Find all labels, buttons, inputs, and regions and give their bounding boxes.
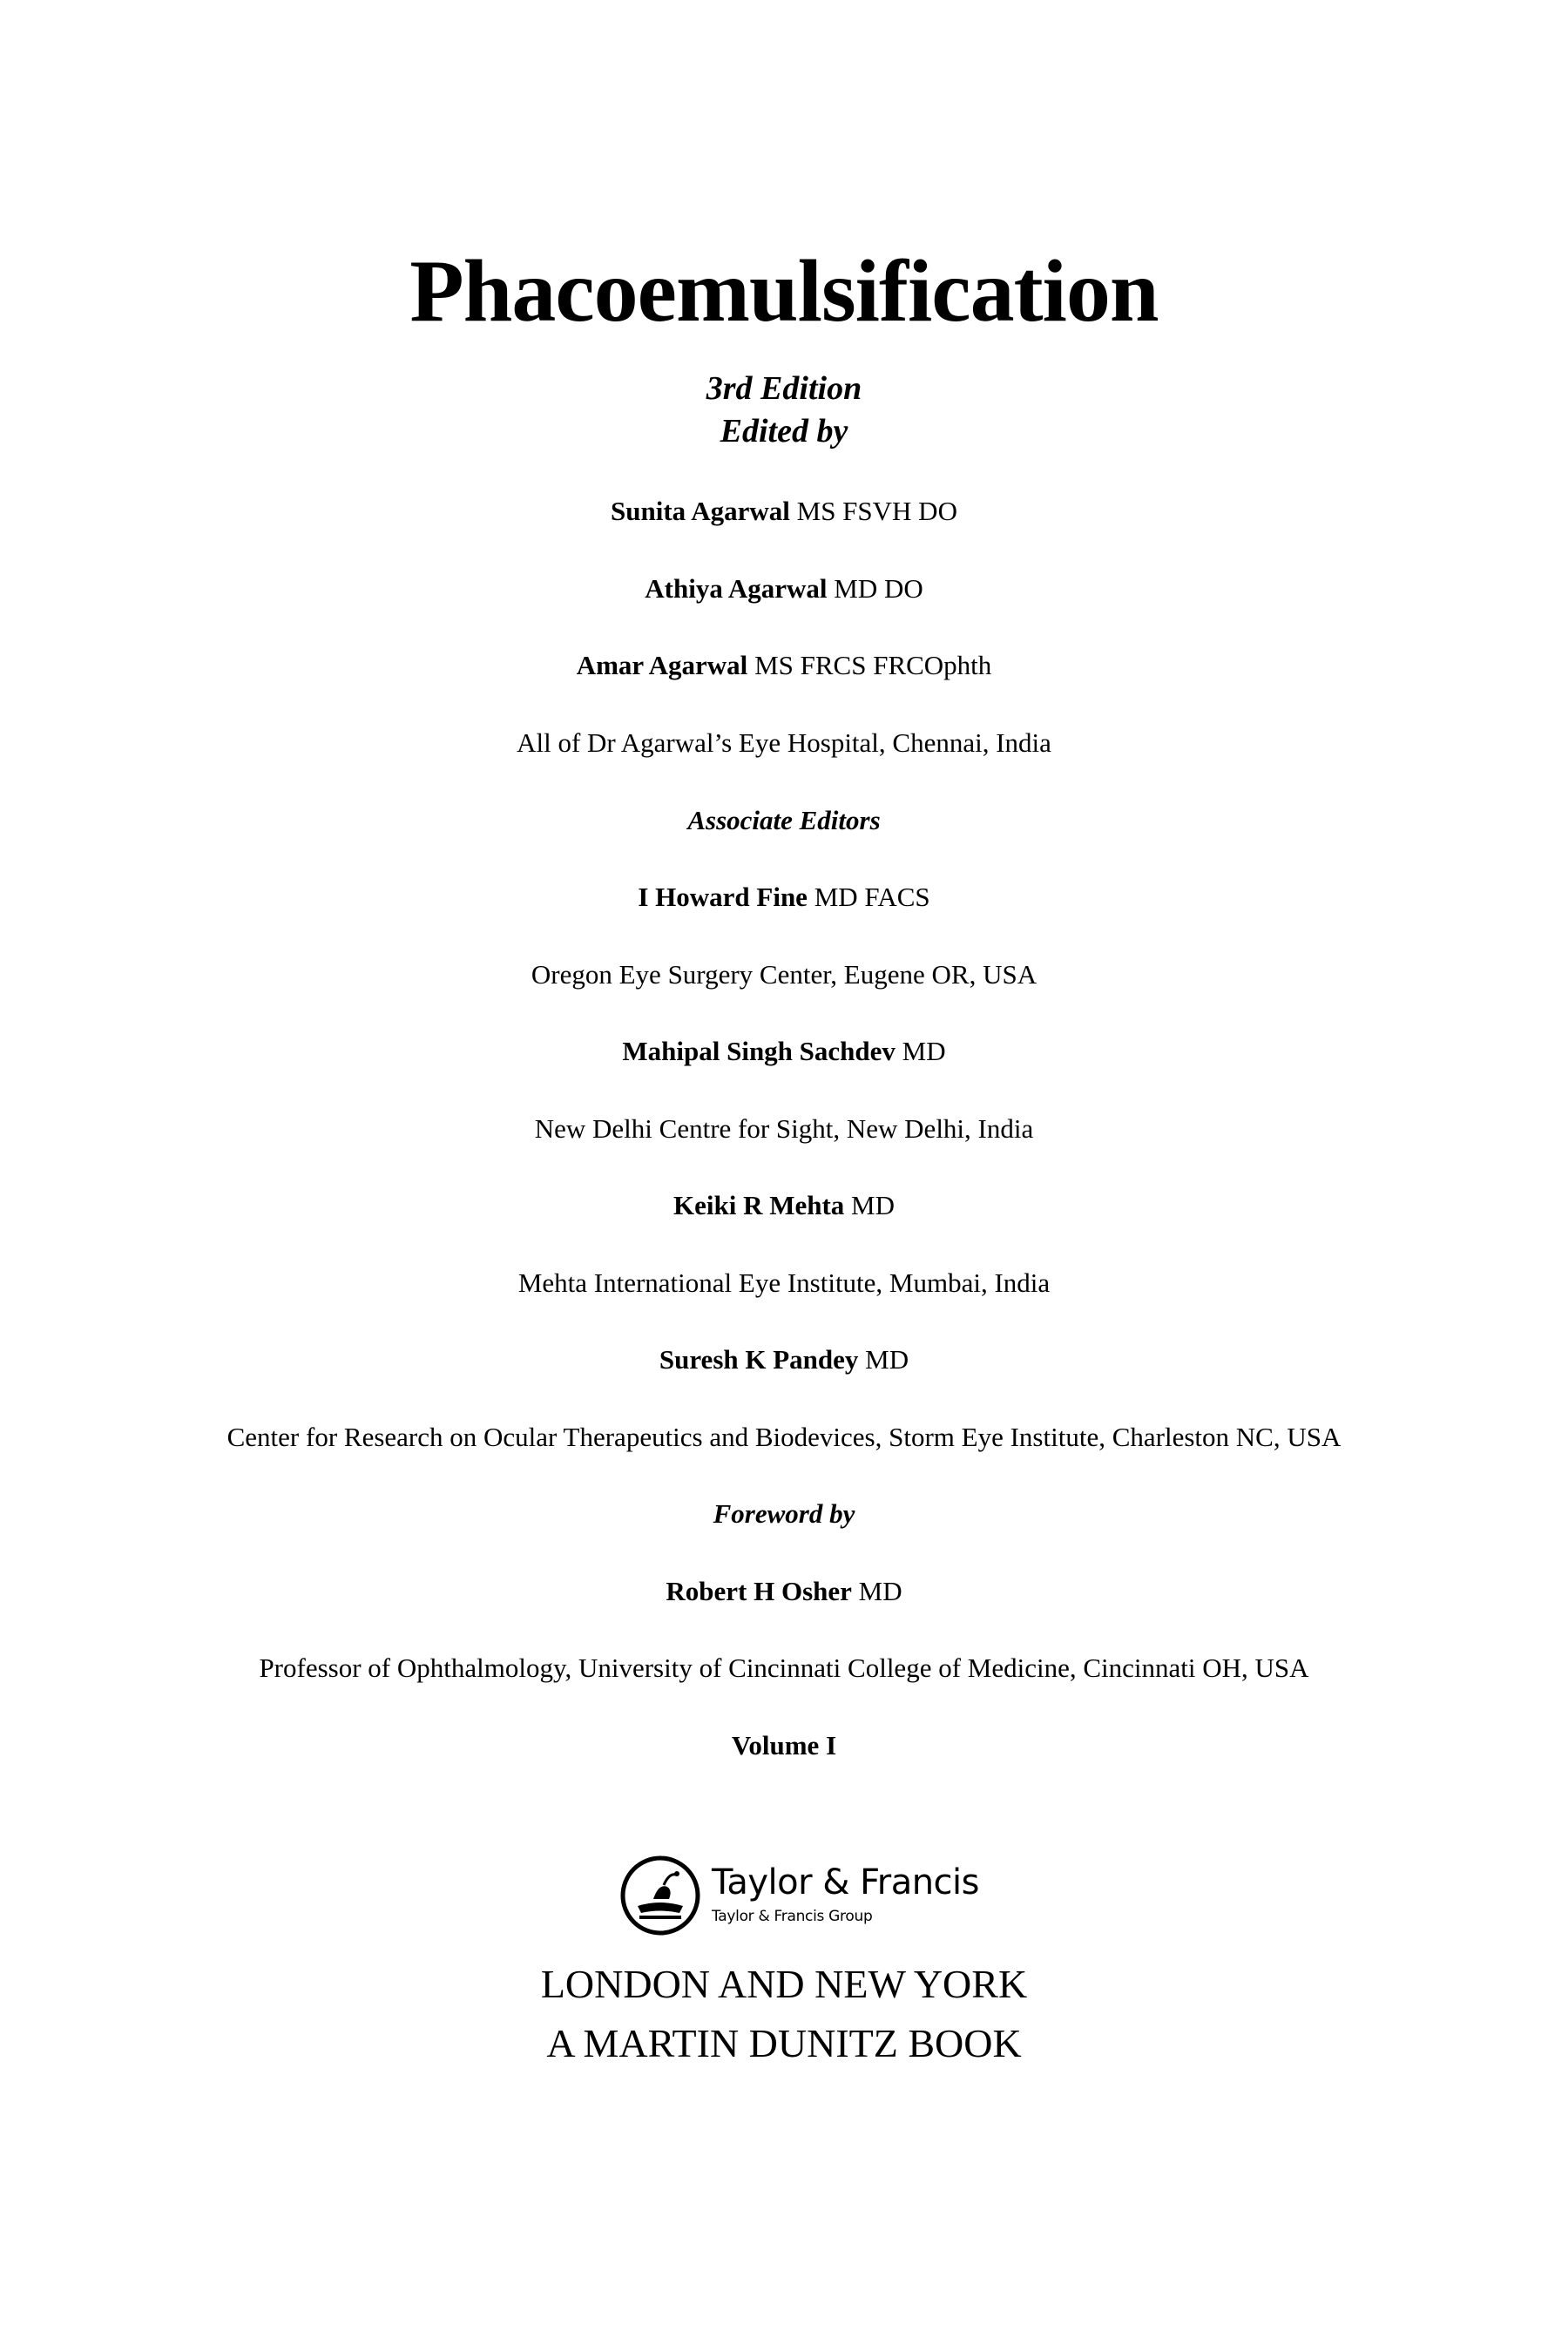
editor-line	[0, 648, 1568, 683]
associate-editor-name: Suresh K Pandey	[659, 1344, 859, 1375]
associate-editor-line	[0, 1034, 1568, 1069]
editor-credentials: MS FRCS FRCOphth	[747, 650, 992, 680]
associate-editor-affiliation: Oregon Eye Surgery Center, Eugene OR, USA	[531, 959, 1037, 990]
associate-editor-name: I Howard Fine	[638, 882, 808, 912]
associate-editor-credentials: MD	[858, 1344, 909, 1375]
editor-name: Athiya Agarwal	[645, 573, 828, 604]
editor-name: Amar Agarwal	[576, 650, 748, 680]
editor-line	[0, 571, 1568, 606]
foreword-author-line	[0, 1574, 1568, 1609]
foreword-author-affiliation: Professor of Ophthalmology, University of Cincinnati College of Medicine, Cincinnati OH, USA	[259, 1652, 1309, 1683]
volume-label: Volume I	[731, 1730, 837, 1761]
associate-editor-affiliation: Center for Research on Ocular Therapeutics and Biodevices, Storm Eye Institute, Charleston NC, USA	[226, 1422, 1342, 1452]
editor-line	[0, 494, 1568, 529]
publisher-group: Taylor & Francis Group	[712, 1908, 873, 1925]
editors-affiliation: All of Dr Agarwal’s Eye Hospital, Chennai, India	[517, 727, 1051, 758]
editor-credentials: MD DO	[827, 573, 923, 604]
reading-lamp-icon	[618, 1854, 702, 1937]
foreword-author-name: Robert H Osher	[666, 1576, 852, 1606]
associate-editor-line	[0, 880, 1568, 915]
associate-editor-line	[0, 1342, 1568, 1377]
book-title: Phacoemulsification	[409, 242, 1159, 341]
associate-editor-affiliation: Mehta International Eye Institute, Mumbai, India	[517, 1267, 1051, 1298]
associate-editor-credentials: MD	[895, 1036, 946, 1066]
publisher-logo	[618, 1852, 984, 1939]
associate-editor-name: Mahipal Singh Sachdev	[622, 1036, 896, 1066]
imprint-location: LONDON AND NEW YORK	[540, 1962, 1028, 2006]
associate-editor-line	[0, 1188, 1568, 1223]
associate-editor-credentials: MD	[844, 1190, 895, 1220]
editor-name: Sunita Agarwal	[611, 496, 790, 526]
edited-by-heading: Edited by	[720, 413, 848, 449]
associate-editor-credentials: MD FACS	[807, 882, 930, 912]
associate-editors-heading: Associate Editors	[687, 805, 881, 835]
imprint-line: A MARTIN DUNITZ BOOK	[546, 2021, 1022, 2065]
associate-editor-affiliation: New Delhi Centre for Sight, New Delhi, India	[534, 1113, 1034, 1144]
edition: 3rd Edition	[706, 370, 862, 407]
associate-editor-name: Keiki R Mehta	[672, 1190, 845, 1220]
foreword-heading: Foreword by	[713, 1498, 855, 1529]
publisher-name: Taylor & Francis	[712, 1862, 979, 1903]
foreword-author-credentials: MD	[851, 1576, 902, 1606]
editor-credentials: MS FSVH DO	[789, 496, 957, 526]
